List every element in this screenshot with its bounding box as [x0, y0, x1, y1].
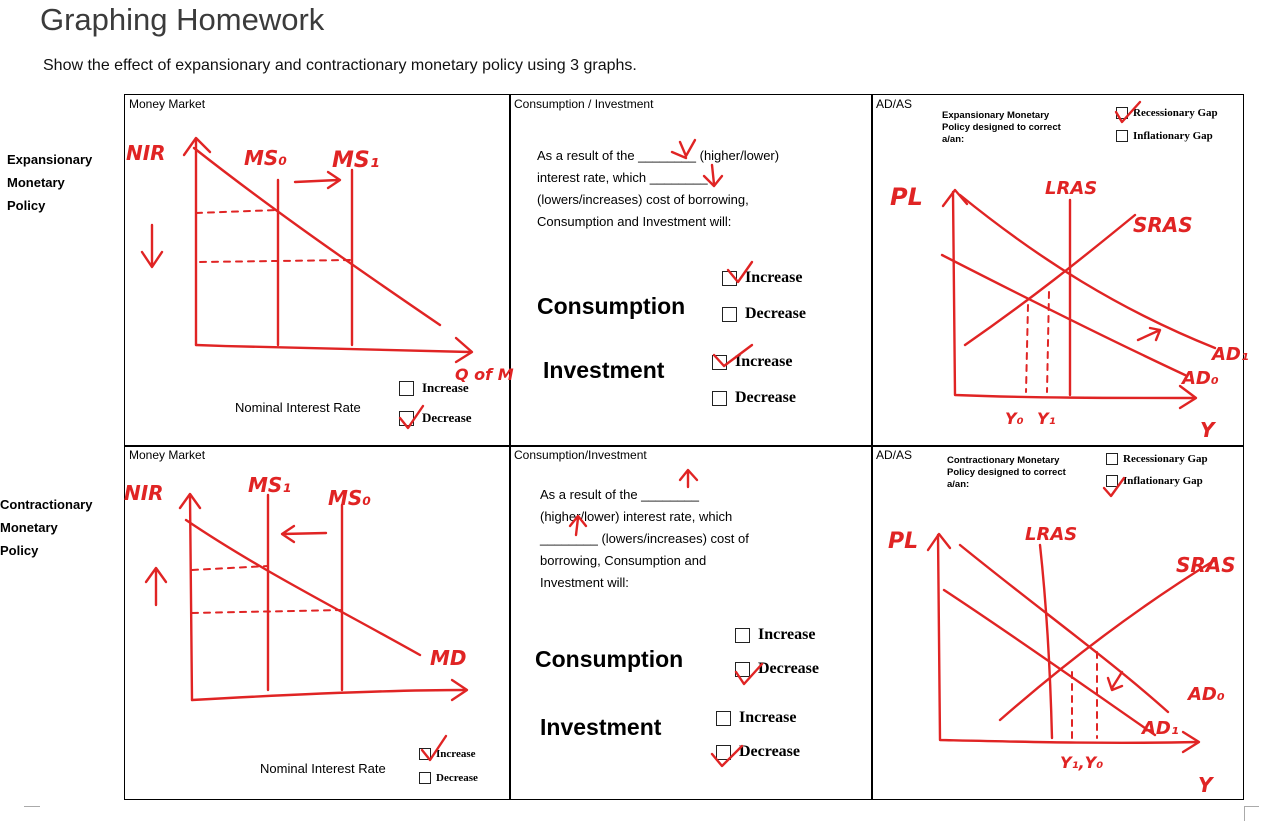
checkbox[interactable] [712, 355, 727, 370]
checkbox[interactable] [735, 662, 750, 677]
exp-adas-y1-label: Y₁ [1037, 409, 1056, 428]
exp-mm-nir-label: NIR [126, 141, 166, 165]
investment-increase-option[interactable]: Increase [716, 709, 796, 727]
row-label-expansionary: Expansionary Monetary Policy [7, 152, 93, 213]
cell-exp-money-market [125, 95, 509, 445]
inflationary-gap-option[interactable]: Inflationary Gap [1106, 475, 1203, 487]
checkbox[interactable] [1106, 475, 1118, 487]
policy-description: Contractionary Monetary Policy designed to correct a/an: [947, 455, 1066, 490]
inflationary-gap-option[interactable]: Inflationary Gap [1116, 130, 1213, 142]
cell-con-consumption [510, 446, 871, 801]
cell-con-adas [872, 446, 1245, 801]
exp-adas-pl-label: PL [890, 183, 923, 211]
cell-header: AD/AS [876, 448, 913, 462]
con-adas-sras-label: SRAS [1176, 553, 1236, 577]
investment-label: Investment [543, 357, 665, 383]
nominal-interest-rate-label: Nominal Interest Rate [260, 761, 386, 776]
exp-adas-ad0-label: AD₀ [1182, 368, 1219, 389]
checkbox[interactable] [712, 391, 727, 406]
exp-adas-lras-label: LRAS [1045, 178, 1098, 199]
checkbox[interactable] [1106, 453, 1118, 465]
nominal-interest-rate-label: Nominal Interest Rate [235, 400, 361, 415]
consumption-label: Consumption [535, 646, 684, 672]
cell-header: AD/AS [876, 97, 913, 111]
checkbox[interactable] [399, 411, 414, 426]
checkbox[interactable] [716, 711, 731, 726]
exp-adas-ad1-label: AD₁ [1212, 344, 1249, 365]
investment-increase-option[interactable]: Increase [712, 353, 792, 371]
con-adas-y-labels: Y₁,Y₀ [1060, 753, 1104, 772]
checkbox[interactable] [722, 271, 737, 286]
exp-adas-y-label: Y [1200, 418, 1215, 442]
con-adas-y-label: Y [1198, 773, 1213, 797]
option-increase[interactable]: Increase [399, 380, 469, 396]
exp-mm-ms0-label: MS₀ [244, 146, 288, 170]
checkbox[interactable] [716, 745, 731, 760]
policy-description: Expansionary Monetary Policy designed to correct a/an: [942, 110, 1061, 145]
cell-exp-adas [872, 95, 1245, 445]
consumption-decrease-option[interactable]: Decrease [735, 660, 819, 678]
con-adas-pl-label: PL [888, 529, 919, 554]
con-adas-ad1-label: AD₁ [1142, 718, 1179, 739]
checkbox[interactable] [1116, 107, 1128, 119]
checkbox[interactable] [419, 748, 431, 760]
investment-decrease-option[interactable]: Decrease [712, 389, 796, 407]
con-mm-md-label: MD [430, 646, 467, 670]
cell-header: Consumption / Investment [514, 97, 654, 111]
checkbox[interactable] [399, 381, 414, 396]
exp-adas-y0-label: Y₀ [1005, 409, 1024, 428]
con-mm-nir-label: NIR [124, 481, 164, 505]
checkbox[interactable] [722, 307, 737, 322]
con-adas-lras-label: LRAS [1025, 524, 1078, 545]
consumption-prompt: As a result of the ________ (higher/lower) interest rate, which ________ (lowers/increases) cost of borrowing, Consumption and Investment will: [537, 148, 780, 229]
consumption-label: Consumption [537, 293, 686, 319]
consumption-increase-option[interactable]: Increase [735, 626, 815, 644]
exp-adas-sras-label: SRAS [1133, 213, 1193, 237]
page-corner-mark [1244, 806, 1259, 821]
consumption-decrease-option[interactable]: Decrease [722, 305, 806, 323]
checkbox[interactable] [1116, 130, 1128, 142]
cell-header: Money Market [129, 448, 206, 462]
cell-exp-consumption [510, 95, 871, 445]
cell-header: Consumption/Investment [514, 448, 647, 462]
consumption-increase-option[interactable]: Increase [722, 269, 802, 287]
exp-mm-qm-label: Q of M [455, 365, 514, 384]
investment-decrease-option[interactable]: Decrease [716, 743, 800, 761]
option-increase[interactable]: Increase [419, 748, 476, 760]
cell-header: Money Market [129, 97, 206, 111]
option-decrease[interactable]: Decrease [399, 410, 472, 426]
recessionary-gap-option[interactable]: Recessionary Gap [1106, 453, 1208, 465]
con-adas-ad0-label: AD₀ [1188, 684, 1225, 705]
checkbox[interactable] [419, 772, 431, 784]
page-subtitle: Show the effect of expansionary and contractionary monetary policy using 3 graphs. [43, 57, 637, 74]
consumption-prompt: As a result of the ________ (higher/lower) interest rate, which ________ (lowers/increases) cost of borrowing, Consumption and Investment will: [540, 487, 749, 590]
row-label-contractionary: Contractionary Monetary Policy [0, 497, 93, 558]
con-mm-ms1-label: MS₁ [248, 473, 292, 497]
investment-label: Investment [540, 714, 662, 740]
con-mm-ms0-label: MS₀ [328, 486, 372, 510]
option-decrease[interactable]: Decrease [419, 772, 478, 784]
worksheet-table [124, 94, 1244, 800]
exp-mm-ms1-label: MS₁ [332, 148, 380, 173]
cell-con-money-market [125, 446, 509, 801]
recessionary-gap-option[interactable]: Recessionary Gap [1116, 107, 1218, 119]
checkbox[interactable] [735, 628, 750, 643]
page-corner-mark [24, 806, 40, 821]
page-title: Graphing Homework [40, 2, 325, 37]
